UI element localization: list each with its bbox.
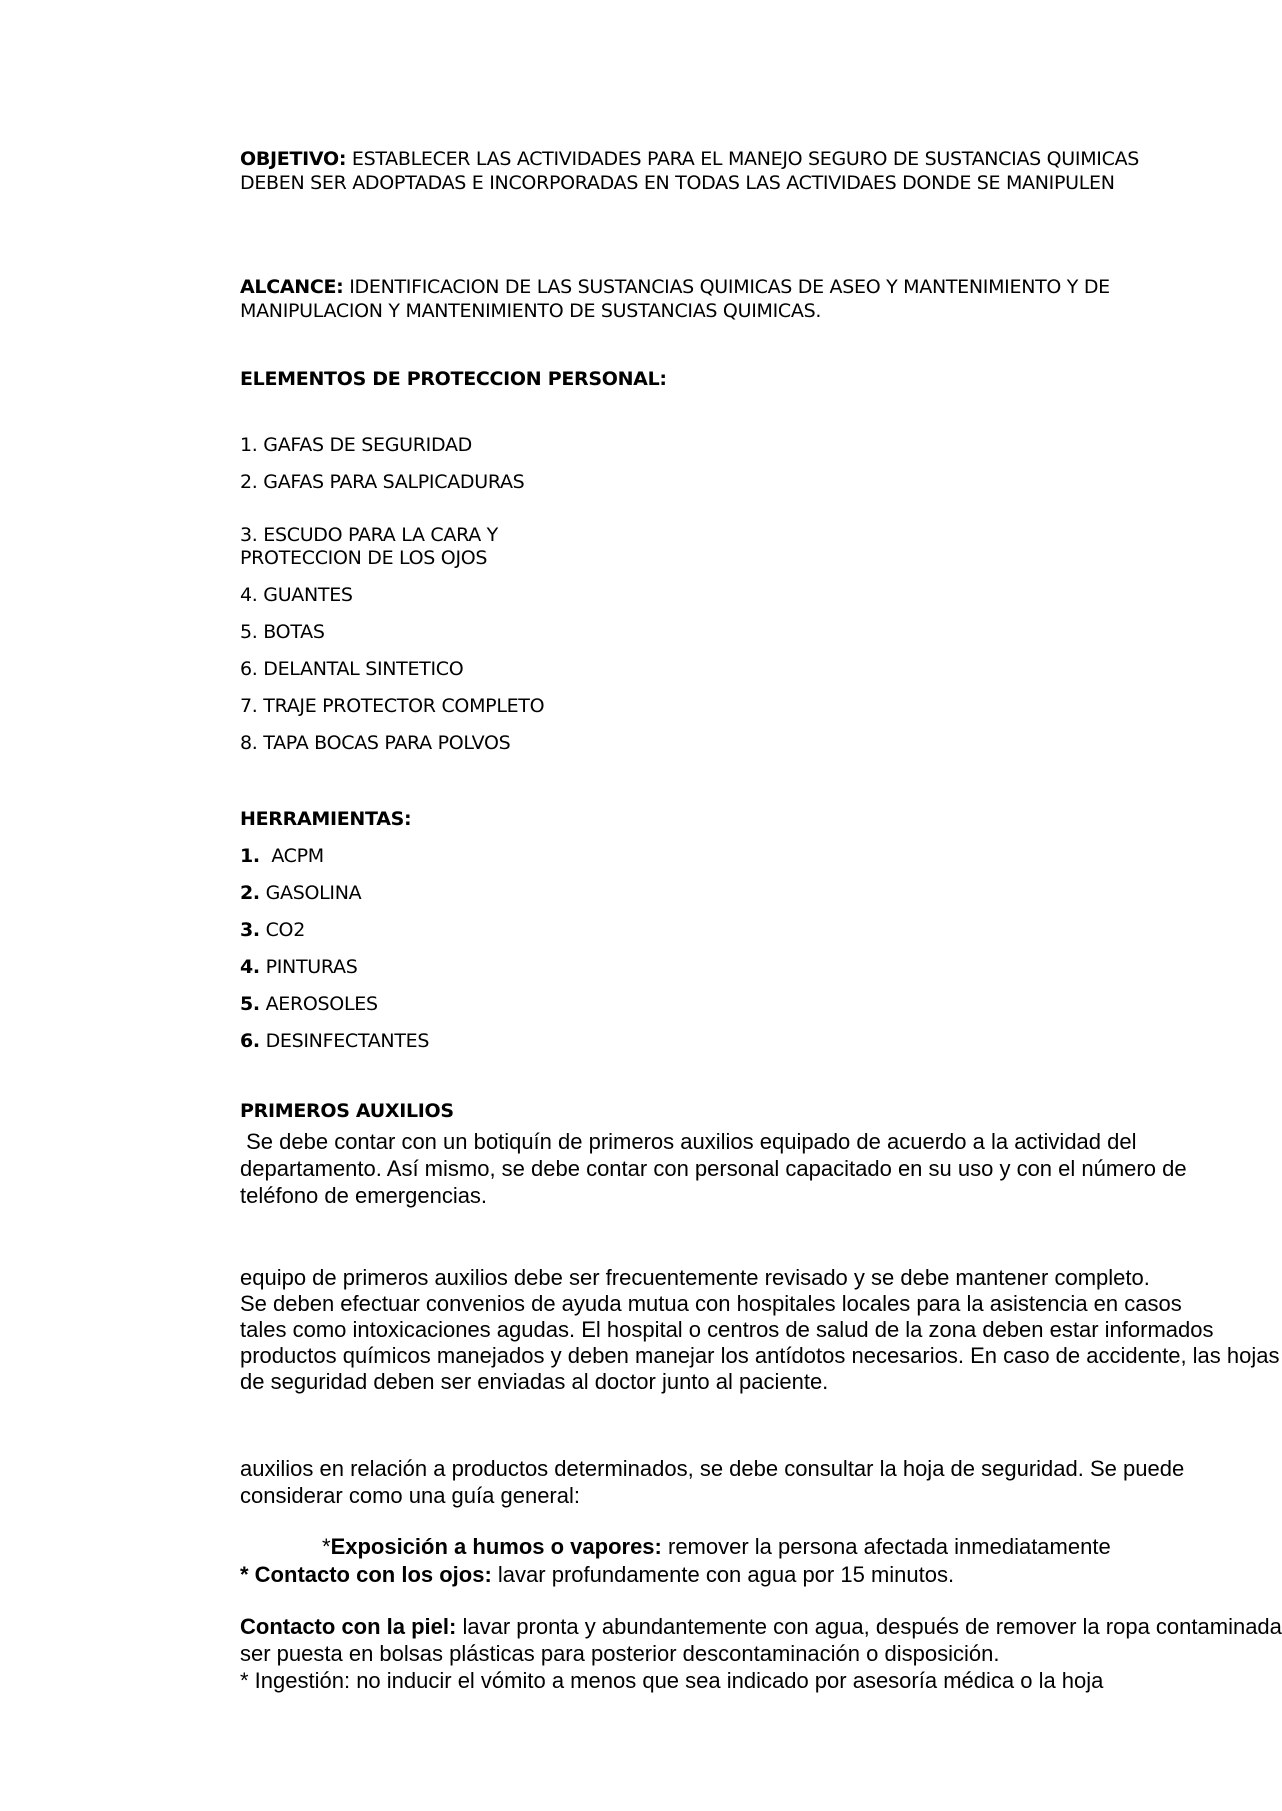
objetivo-label: OBJETIVO: [240,148,347,170]
primeros-auxilios-p2 [240,1265,1280,1405]
contacto-piel-block [240,1614,1282,1693]
primeros-auxilios-p1 [240,1129,1187,1211]
p3-line: auxilios en relación a productos determinados, se debe consultar la hoja de seguridad. Se puede [240,1456,1185,1481]
contacto-ojos: * Contacto con los ojos: lavar profundamente con agua por 15 minutos. [240,1562,955,1587]
p2-line: de seguridad deben ser enviadas al doctor junto al paciente. [240,1369,829,1394]
epp-item: 6. DELANTAL SINTETICO [240,658,464,680]
p1-line: teléfono de emergencias. [240,1183,488,1208]
herramienta-item: 6. DESINFECTANTES [240,1030,430,1052]
epp-item: 7. TRAJE PROTECTOR COMPLETO [240,695,545,717]
primeros-auxilios-heading: PRIMEROS AUXILIOS [240,1100,454,1122]
contacto-piel-line-2: ser puesta en bolsas plásticas para posterior descontaminación o disposición. [240,1641,1000,1666]
epp-item: 4. GUANTES [240,584,353,606]
ingestion-cut: * Ingestión: no inducir el vómito a menos que sea indicado por asesoría médica o la hoja [240,1668,1104,1693]
alcance-line-2: MANIPULACION Y MANTENIMIENTO DE SUSTANCIAS QUIMICAS. [240,300,822,322]
exposiciones-block [240,1534,1125,1594]
herramienta-item: 2. GASOLINA [240,882,362,904]
herramienta-item: 5. AEROSOLES [240,993,378,1015]
epp-item: PROTECCION DE LOS OJOS [240,547,488,569]
exposicion-humos: *Exposición a humos o vapores: remover la persona afectada inmediatamente [322,1534,1111,1559]
herramienta-item: 4. PINTURAS [240,956,358,978]
primeros-auxilios-p3 [240,1456,1185,1512]
herramientas-heading: HERRAMIENTAS: [240,808,412,830]
epp-item: 8. TAPA BOCAS PARA POLVOS [240,732,511,754]
epp-item: 3. ESCUDO PARA LA CARA Y [240,524,498,546]
p1-line: Se debe contar con un botiquín de primeros auxilios equipado de acuerdo a la actividad del [240,1129,1137,1154]
epp-heading: ELEMENTOS DE PROTECCION PERSONAL: [240,368,667,390]
p2-line: tales como intoxicaciones agudas. El hospital o centros de salud de la zona deben estar informados [240,1317,1214,1342]
p2-line: productos químicos manejados y deben manejar los antídotos necesarios. En caso de accidente, las hojas [240,1343,1280,1368]
herramienta-item: 1. ACPM [240,845,324,867]
contacto-piel: Contacto con la piel: lavar pronta y abundantemente con agua, después de remover la ropa contaminada [240,1614,1282,1639]
primeros-auxilios-heading-wrap [240,1100,1125,1128]
alcance-line-1: ALCANCE: IDENTIFICACION DE LAS SUSTANCIAS QUIMICAS DE ASEO Y MANTENIMIENTO Y DE [240,276,1110,298]
p2-line: equipo de primeros auxilios debe ser frecuentemente revisado y se debe mantener completo. [240,1265,1150,1290]
herramientas-section [240,808,1125,1058]
epp-item: 5. BOTAS [240,621,325,643]
epp-section [240,368,1125,758]
objetivo-line-1: OBJETIVO: ESTABLECER LAS ACTIVIDADES PARA EL MANEJO SEGURO DE SUSTANCIAS QUIMICAS [240,148,1140,170]
p3-line: considerar como una guía general: [240,1483,580,1508]
epp-item: 2. GAFAS PARA SALPICADURAS [240,471,525,493]
objetivo-line-2: DEBEN SER ADOPTADAS E INCORPORADAS EN TODAS LAS ACTIVIDAES DONDE SE MANIPULEN [240,172,1115,194]
objetivo-section [240,148,1140,198]
herramienta-item: 3. CO2 [240,919,305,941]
alcance-section [240,276,1125,326]
epp-item: 1. GAFAS DE SEGURIDAD [240,434,472,456]
p1-line: departamento. Así mismo, se debe contar con personal capacitado en su uso y con el número de [240,1156,1187,1181]
p2-line: Se deben efectuar convenios de ayuda mutua con hospitales locales para la asistencia en casos [240,1291,1182,1316]
alcance-label: ALCANCE: [240,276,344,298]
